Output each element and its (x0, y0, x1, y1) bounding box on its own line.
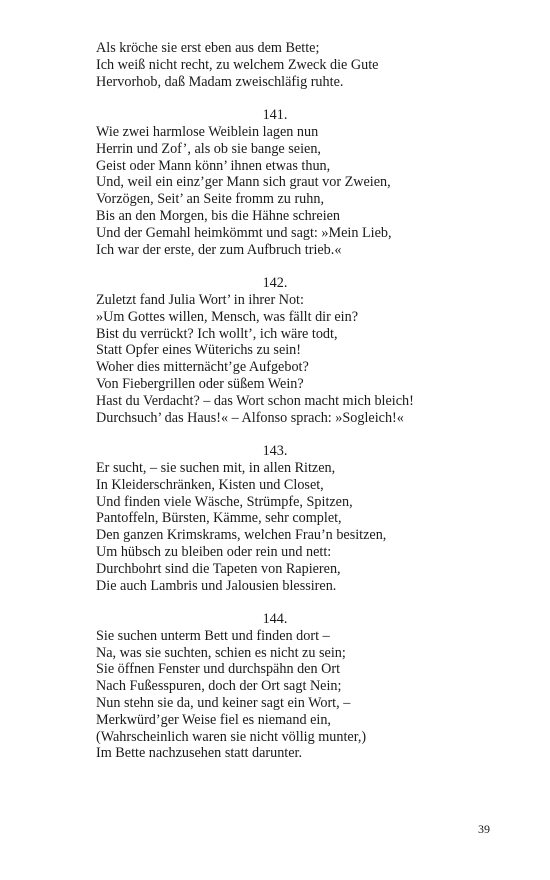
verse-line: Und, weil ein einz’ger Mann sich graut vor Zweien, (96, 174, 391, 191)
verse-line: Bis an den Morgen, bis die Hähne schreien (96, 207, 341, 224)
stanza-number: 144. (262, 611, 288, 628)
stanza-141 (96, 107, 496, 258)
verse-line: Sie suchen unterm Bett und finden dort – (96, 627, 330, 644)
verse-line: »Um Gottes willen, Mensch, was fällt dir ein? (96, 308, 359, 325)
verse-line: Und finden viele Wäsche, Strümpfe, Spitzen, (96, 493, 353, 510)
stanza-number: 143. (262, 443, 288, 460)
verse-line: Im Bette nachzusehen statt darunter. (96, 745, 303, 762)
verse-line: Nun stehn sie da, und keiner sagt ein Wort, – (96, 695, 351, 712)
verse-line: Herrin und Zof’, als ob sie bange seien, (96, 140, 321, 157)
verse-line: Um hübsch zu bleiben oder rein und nett: (96, 543, 332, 560)
verse-line: Die auch Lambris und Jalousien blessiren. (96, 577, 337, 594)
verse-line: Statt Opfer eines Wüterichs zu sein! (96, 342, 301, 359)
verse-line: Vorzögen, Seit’ an Seite fromm zu ruhn, (96, 191, 324, 208)
poem-page (96, 40, 496, 762)
verse-line: Zuletzt fand Julia Wort’ in ihrer Not: (96, 291, 304, 308)
verse-line: In Kleiderschränken, Kisten und Closet, (96, 476, 324, 493)
verse-line: Wie zwei harmlose Weiblein lagen nun (96, 123, 319, 140)
verse-line: (Wahrscheinlich waren sie nicht völlig munter,) (96, 728, 367, 745)
verse-line: Nach Fußesspuren, doch der Ort sagt Nein; (96, 678, 342, 695)
verse-line: Woher dies mitternächt’ge Aufgebot? (96, 359, 309, 376)
intro-line: Hervorhob, daß Madam zweischläfig ruhte. (96, 73, 344, 90)
verse-line: Durchsuch’ das Haus!« – Alfonso sprach: »Sogleich!« (96, 409, 404, 426)
stanza-number: 141. (262, 107, 288, 124)
verse-line: Pantoffeln, Bürsten, Kämme, sehr complet, (96, 510, 342, 527)
verse-line: Hast du Verdacht? – das Wort schon macht mich bleich! (96, 392, 414, 409)
stanza-144 (96, 611, 496, 762)
verse-line: Na, was sie suchten, schien es nicht zu sein; (96, 644, 346, 661)
verse-line: Bist du verrückt? Ich wollt’, ich wäre todt, (96, 325, 338, 342)
intro-line: Ich weiß nicht recht, zu welchem Zweck die Gute (96, 56, 379, 73)
verse-line: Merkwürd’ger Weise fiel es niemand ein, (96, 711, 331, 728)
verse-line: Er sucht, – sie suchen mit, in allen Ritzen, (96, 459, 336, 476)
verse-line: Durchbohrt sind die Tapeten von Rapieren, (96, 560, 341, 577)
page-number: 39 (478, 822, 490, 836)
stanza-number: 142. (262, 275, 288, 292)
stanza-143 (96, 443, 496, 594)
verse-line: Den ganzen Krimskrams, welchen Frau’n besitzen, (96, 527, 387, 544)
verse-line: Sie öffnen Fenster und durchspähn den Ort (96, 661, 341, 678)
verse-line: Ich war der erste, der zum Aufbruch trieb.« (96, 241, 342, 258)
stanza-142 (96, 275, 496, 426)
verse-line: Von Fiebergrillen oder süßem Wein? (96, 375, 304, 392)
intro-line: Als kröche sie erst eben aus dem Bette; (96, 40, 320, 56)
verse-line: Geist oder Mann könn’ ihnen etwas thun, (96, 157, 331, 174)
intro-lines (96, 40, 496, 90)
verse-line: Und der Gemahl heimkömmt und sagt: »Mein Lieb, (96, 224, 392, 241)
